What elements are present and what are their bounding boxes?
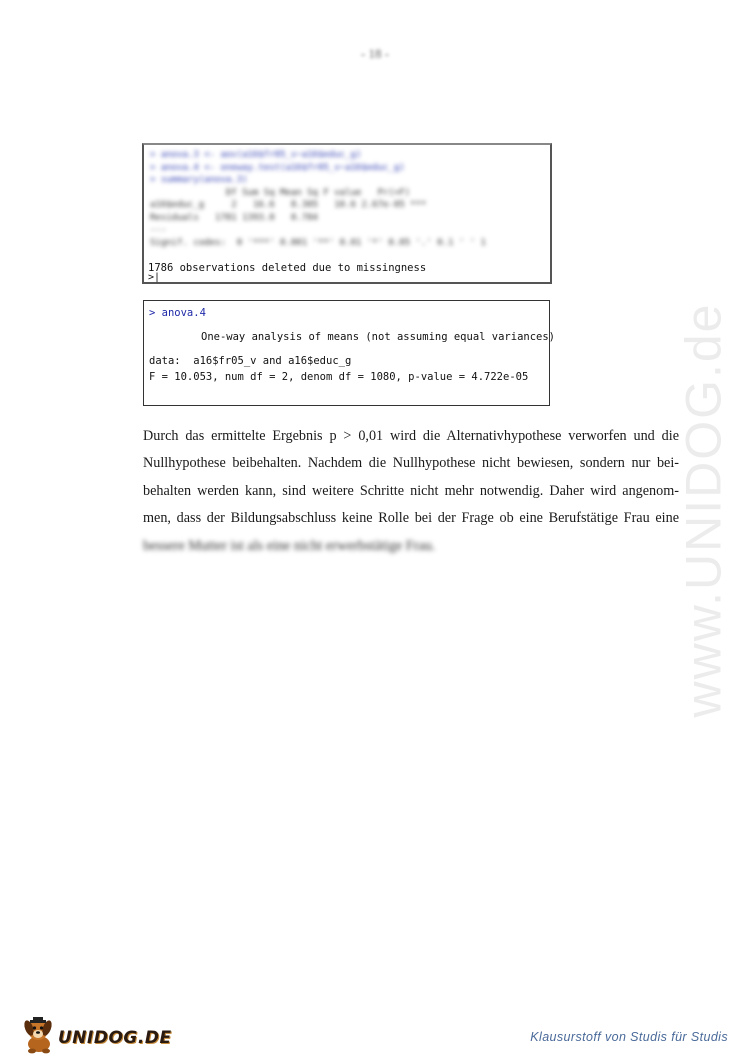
console-line: a16$educ_g 2 16.6 8.305 10.6 2.67e-05 *** [150,200,427,210]
unidog-logo [22,1014,172,1054]
console-line: Signif. codes: 0 '***' 0.001 '**' 0.01 '*' 0.05 '.' 0.1 ' ' 1 [150,237,486,248]
console-line: Residuals 1781 1393.0 0.784 [150,212,318,223]
watermark-text: www.UNIDOG.de [675,302,731,718]
test-title: One-way analysis of means (not assuming equal variances) [201,331,556,343]
body-paragraph [143,423,679,560]
blurred-paragraph-line: bessere Mutter ist als eine nicht erwerbstätige Frau. [143,537,436,554]
paragraph-line: Nullhypothese beibehalten. Nachdem die Nullhypothese nicht bewiesen, sondern nur bei- [143,455,679,472]
console-cursor: >| [148,272,161,283]
dog-mascot-icon [22,1014,56,1054]
blurred-console-text [144,145,550,262]
paragraph-line: Durch das ermittelte Ergebnis p > 0,01 wird die Alternativhypothese verworfen und die [143,428,679,444]
missingness-note: 1786 observations deleted due to missingness [148,262,427,274]
watermark [668,280,738,740]
r-console-output-anova [142,143,552,284]
paragraph-line: men, dass der Bildungsabschluss keine Rolle bei der Frage ob eine Berufstätige Frau eine [143,510,679,527]
console-command: > anova.4 [149,307,206,319]
r-console-output-oneway [143,300,556,406]
console-line: > anova.3 <- aov(a16$fr05_v~a16$educ_g) [150,150,362,160]
console-line: --- [150,225,167,235]
footer-tagline: Klausurstoff von Studis für Studis [530,1030,728,1044]
paragraph-line: behalten werden kann, sind weitere Schritte nicht mehr notwendig. Daher wird angenom- [143,482,679,499]
console-line: > anova.4 <- oneway.test(a16$fr05_v~a16$educ_g) [150,162,405,173]
console-line: Df Sum Sq Mean Sq F value Pr(>F) [150,187,411,198]
page-number: - 18 - [360,46,390,61]
data-line: data: a16$fr05_v and a16$educ_g [149,355,352,367]
result-line: F = 10.053, num df = 2, denom df = 1080, p-value = 4.722e-05 [149,371,529,383]
logo-wordmark: UNIDOG.DE [58,1028,172,1048]
console-line: > summary(anova.3) [150,175,248,185]
